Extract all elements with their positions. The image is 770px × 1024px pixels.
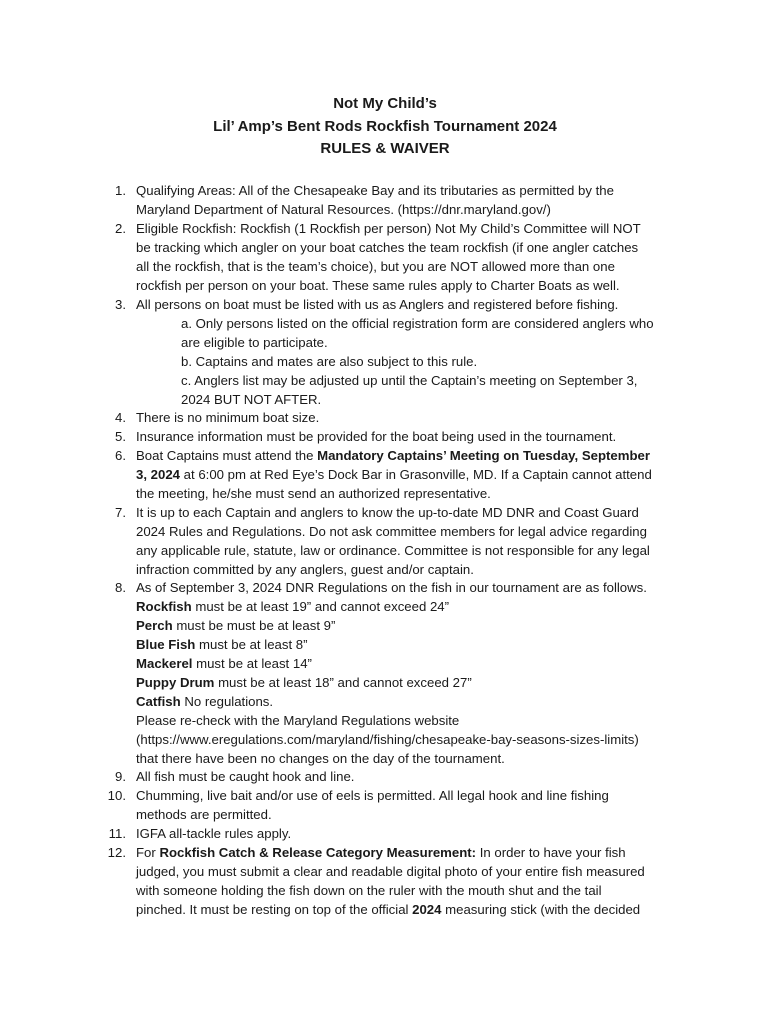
rule-12-line: judged, you must submit a clear and readable digital photo of your entire fish measured (136, 864, 645, 879)
rule-3-subitem: a. Only persons listed on the official registration form are considered anglers who (181, 316, 654, 331)
rule-9-line: All fish must be caught hook and line. (136, 769, 355, 784)
fish-rule: must be at least 19” and cannot exceed 24” (191, 599, 450, 614)
org-title: Not My Child’s (333, 95, 437, 112)
rule-12-text: For (136, 845, 160, 860)
rule-12-line (136, 900, 640, 919)
fish-name: Blue Fish (136, 637, 196, 652)
rule-7-line: 2024 Rules and Regulations. Do not ask committee members for legal advice regarding (136, 524, 647, 539)
rule-2-line: be tracking which angler on your boat catches the team rockfish (if one angler catches (136, 240, 639, 255)
rule-5-line: Insurance information must be provided for the boat being used in the tournament. (136, 429, 617, 444)
rule-number: 5. (115, 429, 126, 444)
fish-regulation (136, 673, 472, 692)
measurement-category-bold: Rockfish Catch & Release Category Measurement: (159, 845, 477, 860)
rule-2-line: all the rockfish, that is the team’s choice), but you are NOT allowed more than one (136, 259, 615, 274)
rule-number: 3. (115, 297, 126, 312)
rule-1-line: Maryland Department of Natural Resources. (https://dnr.maryland.gov/) (136, 202, 551, 217)
rule-12-text: measuring stick (with the decided (441, 902, 641, 917)
rule-6-line: the meeting, he/she must send an authorized representative. (136, 486, 491, 501)
rule-number: 1. (115, 183, 126, 198)
rule-7-line: It is up to each Captain and anglers to know the up-to-date MD DNR and Coast Guard (136, 505, 639, 520)
rule-3-subitem: 2024 BUT NOT AFTER. (181, 392, 322, 407)
rule-8-line: that there have been no changes on the day of the tournament. (136, 751, 505, 766)
fish-rule: must be at least 8” (195, 637, 308, 652)
rule-3-subitem: b. Captains and mates are also subject to this rule. (181, 354, 478, 369)
rule-1-line: Qualifying Areas: All of the Chesapeake Bay and its tributaries as permitted by the (136, 183, 614, 198)
fish-regulation (136, 635, 308, 654)
rule-6-line (136, 446, 650, 465)
rule-10-line: methods are permitted. (136, 807, 272, 822)
rule-2-line: Eligible Rockfish: Rockfish (1 Rockfish per person) Not My Child’s Committee will NOT (136, 221, 641, 236)
rule-3-subitem: c. Anglers list may be adjusted up until the Captain’s meeting on September 3, (181, 373, 638, 388)
fish-regulation (136, 597, 449, 616)
rule-12-text: In order to have your fish (476, 845, 626, 860)
rule-6-line (136, 465, 652, 484)
rule-12-line (136, 843, 626, 862)
rule-number: 8. (115, 580, 126, 595)
rule-number: 10. (107, 788, 126, 803)
fish-name: Mackerel (136, 656, 193, 671)
rule-6-text: Boat Captains must attend the (136, 448, 318, 463)
meeting-date-bold: 3, 2024 (136, 467, 180, 482)
fish-regulation (136, 616, 335, 635)
rule-10-line: Chumming, live bait and/or use of eels is permitted. All legal hook and line fishing (136, 788, 609, 803)
rules-waiver-title: RULES & WAIVER (320, 140, 450, 157)
rule-number: 7. (115, 505, 126, 520)
rule-number: 4. (115, 410, 126, 425)
rule-11-line: IGFA all-tackle rules apply. (136, 826, 292, 841)
fish-name: Puppy Drum (136, 675, 215, 690)
fish-regulation (136, 654, 312, 673)
year-bold: 2024 (412, 902, 442, 917)
fish-name: Perch (136, 618, 173, 633)
fish-rule: must be must be at least 9” (172, 618, 336, 633)
rule-number: 2. (115, 221, 126, 236)
fish-rule: No regulations. (180, 694, 274, 709)
rule-12-line: with someone holding the fish down on the ruler with the mouth shut and the tail (136, 883, 602, 898)
rule-8-line: Please re-check with the Maryland Regulations website (136, 713, 460, 728)
mandatory-meeting-bold: Mandatory Captains’ Meeting on Tuesday, September (317, 448, 651, 463)
rule-12-text: pinched. It must be resting on top of the official (136, 902, 413, 917)
fish-rule: must be at least 14” (192, 656, 312, 671)
rule-7-line: infraction committed by any anglers, guest and/or captain. (136, 562, 474, 577)
rule-6-text: at 6:00 pm at Red Eye’s Dock Bar in Grasonville, MD. If a Captain cannot attend (180, 467, 652, 482)
rule-7-line: any applicable rule, statute, law or ordinance. Committee is not responsible for any legal (136, 543, 650, 558)
rule-number: 11. (108, 826, 126, 841)
rule-8-line: As of September 3, 2024 DNR Regulations on the fish in our tournament are as follows. (136, 580, 647, 595)
fish-name: Catfish (136, 694, 181, 709)
rule-3-line: All persons on boat must be listed with us as Anglers and registered before fishing. (136, 297, 619, 312)
fish-name: Rockfish (136, 599, 192, 614)
rule-2-line: rockfish per person on your boat. These same rules apply to Charter Boats as well. (136, 278, 620, 293)
document-header (0, 93, 770, 161)
fish-rule: must be at least 18” and cannot exceed 27” (214, 675, 472, 690)
rule-number: 9. (115, 769, 126, 784)
rule-3-subitem: are eligible to participate. (181, 335, 328, 350)
regulations-url[interactable]: (https://www.eregulations.com/maryland/fishing/chesapeake-bay-seasons-sizes-limits) (136, 732, 639, 747)
rule-number: 12. (107, 845, 126, 860)
rule-number: 6. (115, 448, 126, 463)
fish-regulation (136, 692, 273, 711)
rule-4-line: There is no minimum boat size. (136, 410, 320, 425)
tournament-title: Lil’ Amp’s Bent Rods Rockfish Tournament 2024 (213, 117, 557, 135)
